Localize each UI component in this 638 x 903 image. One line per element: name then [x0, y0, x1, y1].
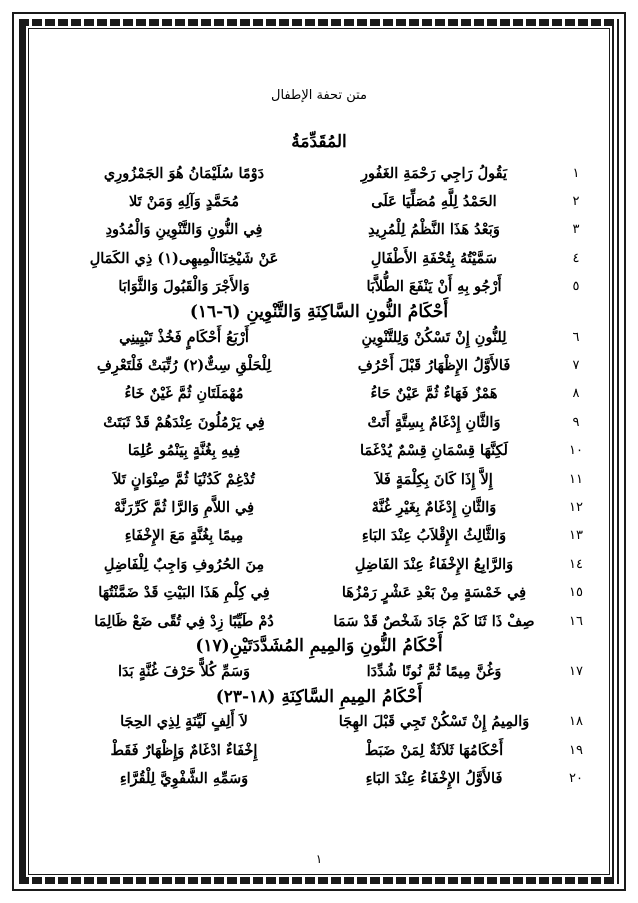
verse-number: ١٦ — [569, 613, 583, 629]
second-hemistich: فِي كِلْمِ هَذَا البَيْتِ قَدْ ضَمَّنْتُهَا — [98, 584, 270, 602]
section-heading: المُقَدِّمَةُ — [291, 132, 347, 152]
first-hemistich: صِفْ ذَا ثَنَا كَمْ جَادَ شَخْصٌ قَدْ سَمَا — [333, 612, 535, 630]
verse-number: ١١ — [569, 471, 583, 487]
first-hemistich: وَالثَّانِ إِدْغَامٌ بِغَيْرِ غُنَّهْ — [371, 498, 497, 516]
verse-row — [40, 465, 598, 493]
verse-number: ٨ — [572, 386, 580, 402]
first-hemistich: يَقُولُ رَاجِي رَحْمَةِ الغَفُورِ — [360, 164, 507, 182]
second-hemistich: مِنَ الحُرُوفِ وَاجِبٌ لِلْفَاضِلِ — [103, 555, 265, 573]
verse-number: ٧ — [572, 358, 580, 374]
first-hemistich: وَالثَّالِثُ الإِقْلاَبُ عِنْدَ البَاءِ — [361, 527, 507, 545]
document-body — [40, 88, 598, 793]
verse-number: ١٣ — [569, 528, 583, 544]
verse-number: ٥ — [572, 279, 580, 295]
second-hemistich: دَوْمًا سُلَيْمَانُ هُوَ الجَمْزُورِي — [103, 164, 265, 182]
verse-row — [40, 493, 598, 521]
second-hemistich: لِلْحَلْقِ سِتٌّ(٢) رُتِّبَتْ فَلْتَعْرِفِ — [96, 357, 272, 375]
first-hemistich: هَمْزٌ فَهَاءٌ ثُمَّ عَيْنٌ حَاءُ — [370, 385, 498, 403]
verse-row — [40, 216, 598, 244]
verse-row — [40, 273, 598, 301]
verse-row — [40, 522, 598, 550]
verse-row — [40, 244, 598, 272]
verse-number: ٢ — [572, 194, 580, 210]
first-hemistich: وَالرَّابِعُ الإِخْفَاءُ عِنْدَ الفَاضِلِ — [354, 555, 514, 573]
verse-number: ١٨ — [569, 714, 583, 730]
first-hemistich: لَكِنَّهَا قِسْمَانِ قِسْمٌ يُدْغَمَا — [360, 442, 508, 460]
verse-number: ٣ — [572, 222, 580, 238]
first-hemistich: إِلاَّ إِذَا كَانَ بِكِلْمَةٍ فَلاَ — [375, 470, 493, 488]
verse-number: ١٠ — [569, 443, 583, 459]
first-hemistich: الحَمْدُ لِلَّهِ مُصَلِّيَا عَلَى — [371, 193, 497, 211]
verse-number: ١٩ — [569, 742, 583, 758]
verse-row — [40, 351, 598, 379]
verse-number: ١٤ — [569, 556, 583, 572]
verse-row — [40, 380, 598, 408]
second-hemistich: تُدْغِمْ كَدُنْيَا ثُمَّ صِنْوَانٍ تَلاَ — [113, 470, 255, 488]
verse-number: ١٧ — [569, 663, 583, 679]
verse-row — [40, 187, 598, 215]
verse-number: ١٢ — [569, 499, 583, 515]
second-hemistich: فِي اللاَّمِ وَالرَّا ثُمَّ كَرِّرَنَّهْ — [113, 498, 255, 516]
first-hemistich: فَالأَوَّلُ الإِظْهَارُ قَبْلَ أَحْرُفِ — [357, 357, 511, 375]
first-hemistich: لِلنُّونِ إِنْ تَسْكُنْ وَلِلتَّنْوِينِ — [361, 328, 507, 346]
second-hemistich: أَرْبَعُ أَحْكَامٍ فَخُذْ تَبْيِينِي — [119, 328, 249, 346]
verse-number: ٤ — [572, 250, 580, 266]
verse-row — [40, 408, 598, 436]
verse-row — [40, 708, 598, 736]
second-hemistich: دُمْ طَيِّبًا زِدْ فِي تُقًى ضَعْ ظَالِمَا — [94, 612, 274, 630]
first-hemistich: سَمَّيْتُهُ بِتُحْفَةِ الأَطْفَالِ — [370, 249, 498, 267]
verse-row — [40, 736, 598, 764]
second-hemistich: مُهْمَلَتَانِ ثُمَّ غَيْنٌ خَاءُ — [124, 385, 244, 403]
page-number: ١ — [315, 852, 323, 866]
first-hemistich: أَرْجُو بِهِ أَنْ يَنْفَعَ الطُّلاَّبَا — [366, 278, 502, 296]
verse-row — [40, 323, 598, 351]
first-hemistich: وَالمِيمُ إِنْ تَسْكُنْ تَجِي قَبْلَ الهِجَا — [338, 713, 530, 731]
second-hemistich: مِيمًا بِغُنَّةٍ مَعَ الإِخْفَاءِ — [124, 527, 244, 545]
verse-number: ٦ — [572, 329, 580, 345]
verse-row — [40, 764, 598, 792]
second-hemistich: وَسَمِّهِ الشَّفْوِيَّ لِلْقُرَّاءِ — [119, 770, 249, 788]
first-hemistich: وَغُنَّ مِيمًا ثُمَّ نُونًا شُدِّدَا — [366, 662, 502, 680]
verse-row — [40, 437, 598, 465]
first-hemistich: وَبَعْدُ هَذَا النَّظْمُ لِلْمُرِيدِ — [368, 221, 500, 239]
first-hemistich: وَالثَّانِ إِدْغَامٌ بِسِتَّةٍ أَتَتْ — [367, 413, 501, 431]
second-hemistich: فِي النُّونِ وَالتَّنْوِينِ وَالْمُدُودِ — [105, 221, 263, 239]
verse-row — [40, 578, 598, 606]
verse-row — [40, 657, 598, 685]
section-heading: أَحْكَامُ المِيمِ السَّاكِنَةِ (١٨-٢٣) — [215, 686, 423, 707]
verse-row — [40, 607, 598, 635]
second-hemistich: عَنْ شَيْخِنَاالْمِيهِى(١) ذِي الكَمَالِ — [89, 249, 279, 267]
document-title: متن تحفة الإطفال — [271, 88, 367, 103]
second-hemistich: مُحَمَّدٍ وَآلِهِ وَمَنْ تَلا — [129, 193, 239, 211]
second-hemistich: فِيهِ بِغُنَّةٍ بِيَنْمُو عُلِمَا — [127, 442, 241, 460]
verse-number: ٢٠ — [569, 771, 583, 787]
second-hemistich: وَسَمِّ كُلاًّ حَرْفَ غُنَّةٍ بَدَا — [118, 662, 250, 680]
sections — [40, 131, 598, 793]
verse-number: ١٥ — [569, 585, 583, 601]
first-hemistich: فِي خَمْسَةٍ مِنْ بَعْدِ عَشْرٍ رَمْزُهَا — [341, 584, 527, 602]
verse-row — [40, 550, 598, 578]
first-hemistich: فَالأَوَّلُ الإِخْفَاءُ عِنْدَ البَاءِ — [365, 770, 503, 788]
verse-number: ٩ — [572, 414, 580, 430]
first-hemistich: أَحْكَامُهَا ثَلاَثَةٌ لِمَنْ ضَبَطْ — [364, 741, 504, 759]
second-hemistich: إِخْفَاءٌ ادْغَامٌ وَإِظْهَارٌ فَقَطْ — [110, 741, 258, 759]
verse-number: ١ — [572, 165, 580, 181]
section-heading: أَحْكَامُ النُّونِ السَّاكِنَةِ وَالتَّنْوِينِ (٦-١٦) — [189, 301, 449, 322]
second-hemistich: وَالأَجْرَ وَالْقَبُولَ وَالثَّوَابَا — [118, 278, 250, 296]
second-hemistich: فِي يَرْمُلُونَ عِنْدَهُمْ قَدْ ثَبَتَتْ — [103, 413, 265, 431]
second-hemistich: لاَ أَلِفٍ لَيِّنَةٍ لِذِي الحِجَا — [120, 713, 248, 731]
verse-row — [40, 159, 598, 187]
section-heading: أَحْكَامُ النُّونِ وَالمِيمِ المُشَدَّدَتَيْنِ(١٧) — [195, 636, 443, 657]
